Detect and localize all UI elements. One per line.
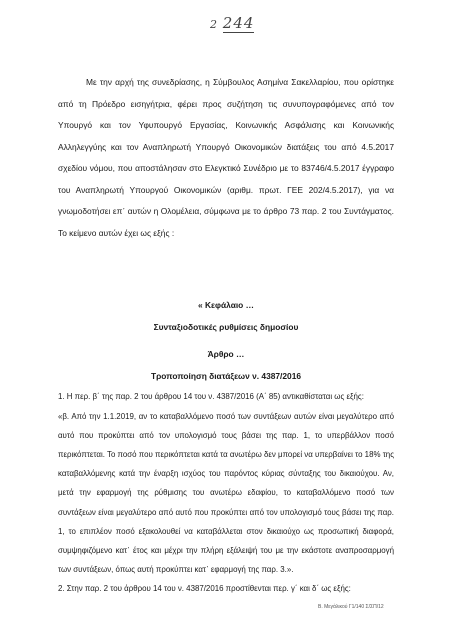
paragraph-2: «β. Από την 1.1.2019, αν το καταβαλλόμενο ποσό των συντάξεων αυτών είναι μεγαλύτερο από αυτό που προκύπτει από τον υπολογισμό τους βάσει της παρ. 1, το υπερβάλλον ποσό περικόπτεται. Το ποσό που περικόπτεται κατά τα ανωτέρω δεν μπορεί να υπερβαίνει το 18% της καταβαλλόμενης κατά την έναρξη ισχύος του παρόντος κύριας σύνταξης του δικαιούχου. Αν, μετά την εφαρμογή της ρύθμισης του ανωτέρω εδαφίου, το καταβαλλόμενο ποσό των συντάξεων είναι μεγαλύτερο από αυτό που προκύπτει από τον υπολογισμό τους βάσει της παρ. 1, το επιπλέον ποσό εξακολουθεί να καταβάλλεται στον δικαιούχο ως προσωπική διαφορά, συμψηφιζόμενο κατ᾽ έτος και μέχρι την πλήρη εξάλειψή του με την εκάστοτε αναπροσαρμογή των συντάξεων, όπως αυτή προκύπτει κατ᾽ εφαρμογή της παρ. 3.». bbox=[58, 411, 394, 575]
paragraph-1: 1. Η περ. β΄ της παρ. 2 του άρθρου 14 του ν. 4387/2016 (Α΄ 85) αντικαθίσταται ως εξής: bbox=[58, 392, 364, 402]
paragraph-3: 2. Στην παρ. 2 του άρθρου 14 του ν. 4387/2016 προστίθενται περ. γ΄ και δ΄ ως εξής: bbox=[58, 584, 351, 594]
article-heading: Άρθρο … bbox=[207, 349, 245, 359]
page-number: 2 244 bbox=[210, 14, 255, 32]
article-title: Τροποποίηση διατάξεων ν. 4387/2016 bbox=[150, 371, 302, 382]
footer-reference: Β. Μεγάλικού Γ1/140 Σ/ΣΠ/12 bbox=[318, 604, 384, 610]
chapter-heading: « Κεφάλαιο … bbox=[198, 300, 254, 310]
intro-paragraph bbox=[58, 72, 394, 244]
intro-text: Με την αρχή της συνεδρίασης, η Σύμβουλος Ασημίνα Σακελλαρίου, που ορίστηκε από τη Πρόεδρο εισηγήτρια, φέρει προς συζήτηση τις συνυπογραφόμενες από τον Υπουργό και τον Υφυπουργό Εργασίας, Κοινωνικής Ασφάλισης και Κοινωνικής Αλληλεγγύης και τον Αναπληρωτή Υπουργό Οικονομικών διατάξεις του από 4.5.2017 σχεδίου νόμου, που αποστάλησαν στο Ελεγκτικό Συνέδριο με το 83746/4.5.2017 έγγραφο του Αναπληρωτή Υπουργού Οικονομικών (αριθμ. πρωτ. ΓΕΕ 202/4.5.2017), για να γνωμοδοτήσει επ᾽ αυτών η Ολομέλεια, σύμφωνα με το άρθρο 73 παρ. 2 του Συντάγματος. Το κείμενο αυτών έχει ως εξής : bbox=[58, 77, 394, 238]
chapter-title: Συνταξιοδοτικές ρυθμίσεις δημοσίου bbox=[153, 322, 299, 332]
page-number-text: 244 bbox=[222, 14, 255, 32]
